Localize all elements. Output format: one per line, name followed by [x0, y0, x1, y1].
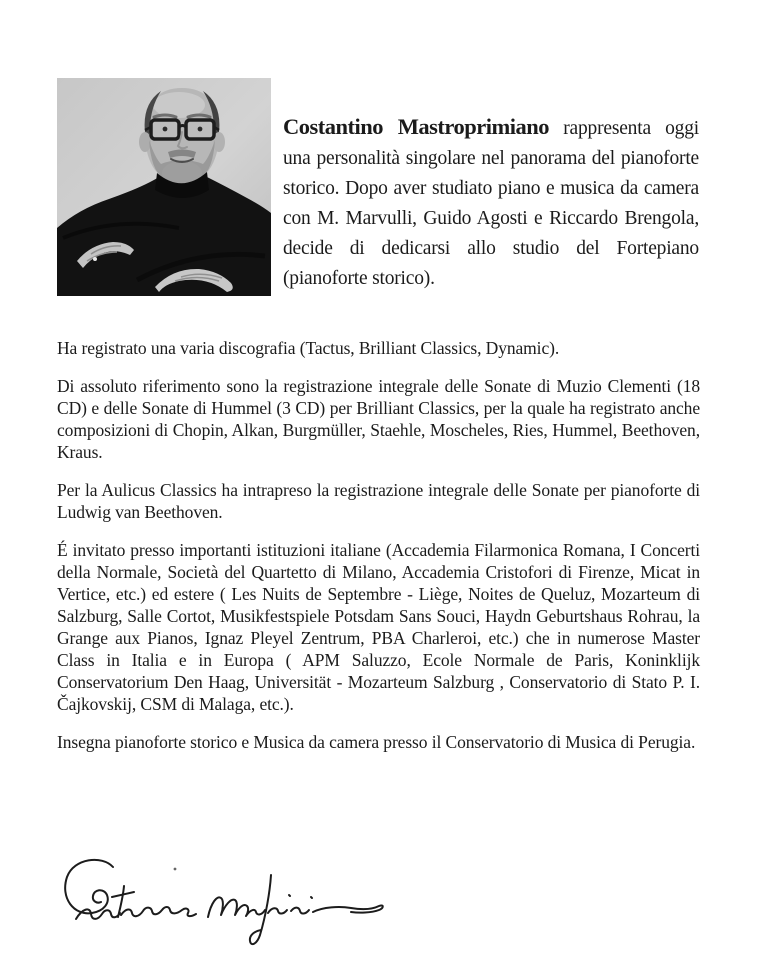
intro-paragraph [283, 112, 699, 294]
signature [56, 853, 396, 953]
paragraph-discography: Ha registrato una varia discografia (Tactus, Brilliant Classics, Dynamic). [57, 338, 560, 358]
paragraph-aulicus: Per la Aulicus Classics ha intrapreso la registrazione integrale delle Sonate per pianoforte di Ludwig van Beethoven. [57, 480, 700, 522]
portrait-photo [57, 78, 271, 296]
paragraph-institutions: É invitato presso importanti istituzioni italiane (Accademia Filarmonica Romana, I Concerti della Normale, Società del Quartetto di Milano, Accademia Cristofori di Firenze, Micat in Vertice, etc.) ed estere ( Les Nuits de Septembre - Liège, Noites de Queluz, Mozarteum di Salzburg, Salle Cortot, Musikfestspiele Potsdam Sans Souci, Haydn Geburtshaus Rohrau, la Grange aux Pianos, Ignaz Pleyel Zentrum, PBA Charleroi, etc.) che in numerose Master Class in Italia e in Europa ( APM Saluzzo, Ecole Normale de Paris, Koninklijk Conservatorium Den Haag, Universität - Mozarteum Salzburg , Conservatorio di Stato P. I. Čajkovskij, CSM di Malaga, etc.). [57, 540, 700, 714]
person-name: Costantino Mastroprimiano [283, 114, 550, 139]
portrait-illustration [57, 78, 271, 296]
signature-handwriting [56, 853, 396, 953]
paragraph-teaching: Insegna pianoforte storico e Musica da camera presso il Conservatorio di Musica di Perugia. [57, 732, 696, 752]
intro-text: rappresenta oggi una personalità singolare nel panorama del pianoforte storico. Dopo aver studiato piano e musica da camera con M. Marvulli, Guido Agosti e Riccardo Brengola, decide di dedicarsi allo studio del Fortepiano (pianoforte storico). [283, 118, 699, 289]
paragraph-recordings: Di assoluto riferimento sono la registrazione integrale delle Sonate di Muzio Clementi (18 CD) e delle Sonate di Hummel (3 CD) per Brilliant Classics, per la quale ha registrato anche composizioni di Chopin, Alkan, Burgmüller, Staehle, Moscheles, Ries, Hummel, Beethoven, Kraus. [57, 376, 700, 462]
biography-text [57, 337, 700, 769]
